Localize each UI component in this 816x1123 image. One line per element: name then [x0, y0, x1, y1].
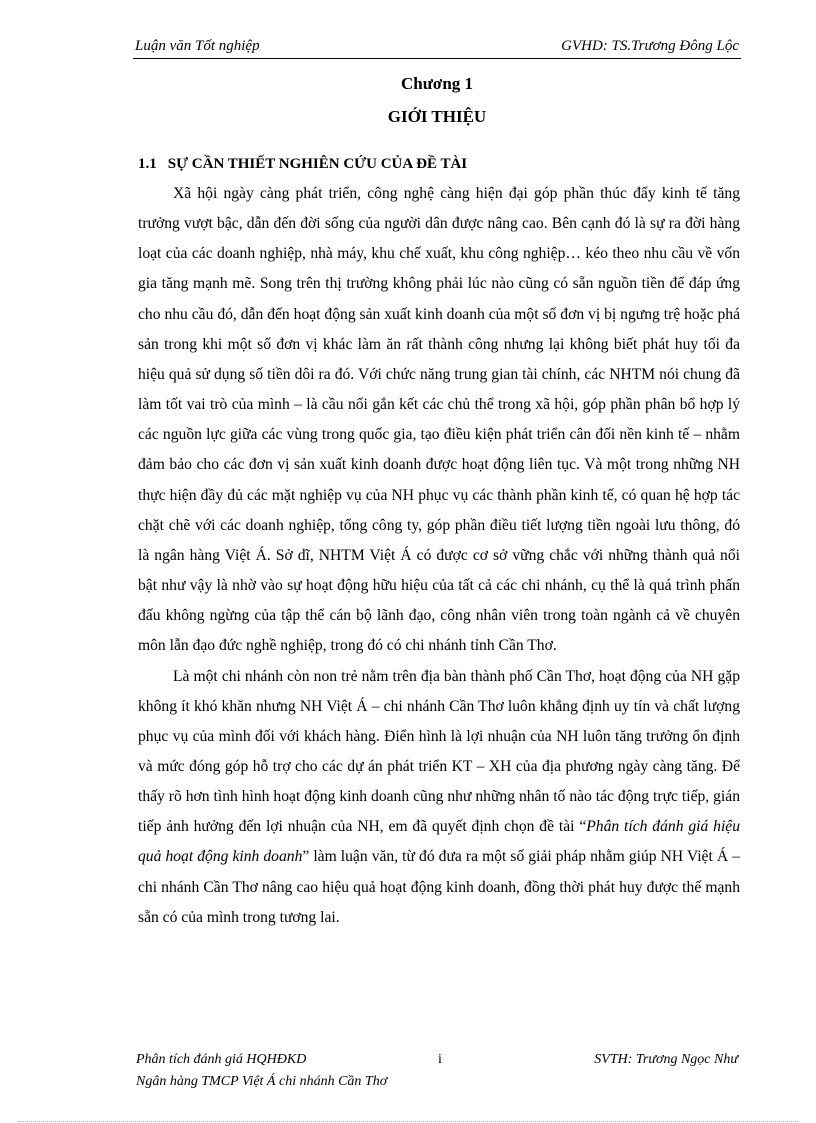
page-number: i — [438, 1052, 442, 1067]
paragraph-2-text-after: ” làm luận văn, từ đó đưa ra một số giải pháp nhằm giúp NH Việt Á – chi nhánh Cần Thơ nâng cao hiệu quả hoạt động kinh doanh, đồng thời phát huy được thế mạnh sẵn có của mình trong tương lai. — [138, 848, 740, 926]
section-title: SỰ CẦN THIẾT NGHIÊN CỨU CỦA ĐỀ TÀI — [167, 156, 468, 172]
section-heading — [138, 156, 467, 173]
footer-title: Phân tích đánh giá HQHĐKD — [136, 1052, 307, 1067]
paragraph-2-text-before: Là một chi nhánh còn non trẻ nằm trên địa bàn thành phố Cần Thơ, hoạt động của NH gặp không ít khó khăn nhưng NH Việt Á – chi nhánh Cần Thơ luôn khẳng định uy tín và chất lượng phục vụ của mình đối với khách hàng. Điển hình là lợi nhuận của NH luôn tăng trưởng ổn định và mức đóng góp hỗ trợ cho các dự án phát triển KT – XH của địa phương ngày càng tăng. Để thấy rõ hơn tình hình hoạt động kinh doanh cũng như những nhân tố nào tác động trực tiếp, gián tiếp ảnh hưởng đến lợi nhuận của NH, em đã quyết định chọn đề tài “ — [138, 667, 740, 836]
page-bottom-edge — [18, 1121, 798, 1122]
footer-author: SVTH: Trương Ngọc Như — [594, 1052, 738, 1067]
body-text — [138, 179, 740, 933]
section-number: 1.1 — [138, 156, 157, 172]
page-footer — [136, 1049, 740, 1093]
chapter-title: GIỚI THIỆU — [387, 107, 487, 126]
header-advisor: GVHD: TS.Trương Đông Lộc — [561, 38, 739, 54]
paragraph-2 — [138, 662, 740, 933]
thesis-topic-title: Phân tích đánh giá hiệu quả hoạt động kinh doanh — [138, 818, 740, 866]
header-thesis-label: Luận văn Tốt nghiệp — [135, 38, 260, 54]
page-header — [133, 38, 741, 59]
footer-bank-name: Ngân hàng TMCP Việt Á chi nhánh Cần Thơ — [136, 1074, 388, 1089]
chapter-label: Chương 1 — [400, 74, 474, 93]
paragraph-1: Xã hội ngày càng phát triển, công nghệ càng hiện đại góp phần thúc đẩy kinh tế tăng trưởng vượt bậc, dẫn đến đời sống của người dân được nâng cao. Bên cạnh đó là sự ra đời hàng loạt của các doanh nghiệp, nhà máy, khu chế xuất, khu công nghiệp… kéo theo nhu cầu về vốn gia tăng mạnh mẽ. Song trên thị trường không phải lúc nào cũng có sẵn nguồn tiền để đáp ứng cho nhu cầu đó, dẫn đến hoạt động sản xuất kinh doanh của một số đơn vị bị ngưng trệ hoặc phá sản trong khi một số đơn vị khác làm ăn rất thành công nhưng lại không biết phát huy tối đa hiệu quả sử dụng số tiền dôi ra đó. Với chức năng trung gian tài chính, các NHTM nói chung đã làm tốt vai trò của mình – là cầu nối gắn kết các chủ thể trong xã hội, góp phần phân bổ hợp lý các nguồn lực giữa các vùng trong quốc gia, tạo điều kiện phát triển cân đối nền kinh tế – nhằm đảm bảo cho các đơn vị sản xuất kinh doanh được hoạt động liên tục. Và một trong những NH thực hiện đầy đủ các mặt nghiệp vụ của NH phục vụ các thành phần kinh tế, có quan hệ hợp tác chặt chẽ với các doanh nghiệp, tổng công ty, góp phần điều tiết lượng tiền ngoài lưu thông, đó là ngân hàng Việt Á. Sở dĩ, NHTM Việt Á có được cơ sở vững chắc với những thành quả nổi bật như vậy là nhờ vào sự hoạt động hữu hiệu của tất cả các chi nhánh, cụ thể là quá trình phấn đấu không ngừng của tập thể cán bộ lãnh đạo, công nhân viên trong toàn ngành cả về chuyên môn lẫn đạo đức nghề nghiệp, trong đó có chi nhánh tỉnh Cần Thơ. — [138, 185, 740, 655]
